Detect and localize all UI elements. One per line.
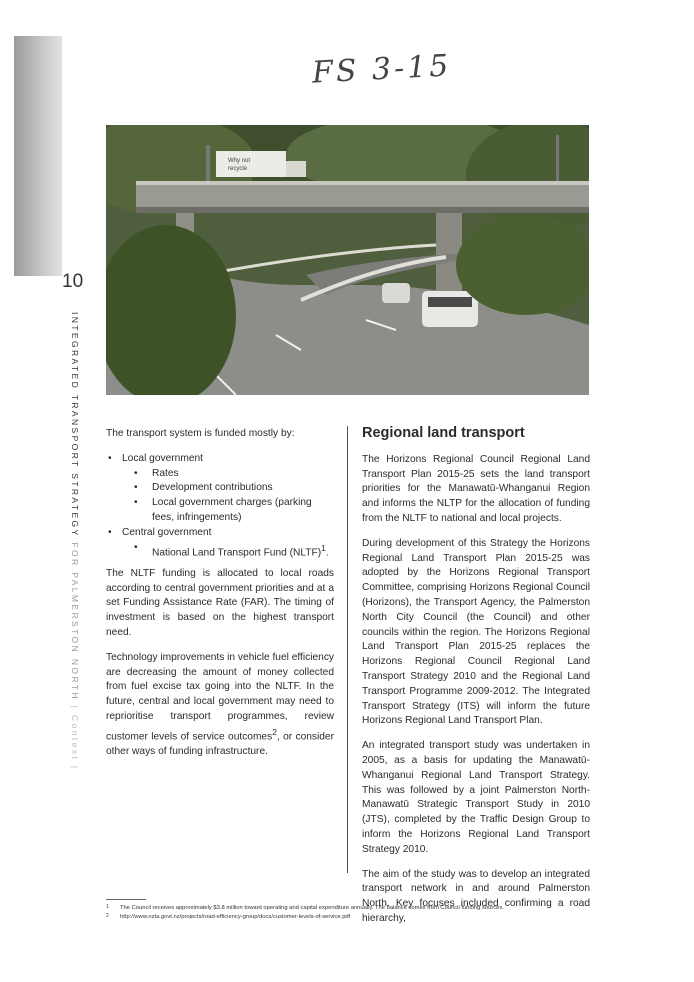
- footnote-text: The Council receives approximately $3.8 million toward operating and capital expenditure annually. The balance comes from Council funding sources.: [120, 905, 504, 911]
- handwritten-reference: FS 3-15: [311, 48, 453, 91]
- funding-source-label: Local government: [122, 452, 203, 464]
- side-title-sub: FOR PALMERSTON NORTH: [70, 542, 80, 701]
- list-item: • Local government charges (parking fees, infringements): [122, 496, 334, 526]
- column-divider: [347, 426, 348, 873]
- funding-sublist: [122, 467, 334, 526]
- side-tab-marker: [14, 36, 62, 276]
- footnote-ref: 2: [272, 726, 277, 737]
- body-paragraph: During development of this Strategy the Horizons Regional Land Transport Plan 2015-25 was adopted by the Horizons Regional Transport Committee, comprising Horizons Regional Council (Horizons), the Transport Agency, the Palmerston North City Council (the Council) and other councils within the region. The Horizons Regional Land Transport Plan 2015-25 replaces the Horizons Regional Council Regional Land Transport Strategy 2010 and the Regional Land Transport Programme 2009-2012. The Integrated Transport Strategy (ITS) will inform the future Horizons Regional Land Transport Plan.: [362, 537, 590, 727]
- truck-sign-line2: recycle: [228, 166, 248, 172]
- body-paragraph: An integrated transport study was undertaken in 2005, as a basis for updating the Manawatū-Whanganui Regional Land Transport Strategy. This was followed by a joint Palmerston North-Manawatū Strategic Transport Study in 2010 (JTS), completed by the Traffic Design Group to inform the Horizons Regional Land Transport Strategy 2010.: [362, 740, 590, 855]
- list-item: • Development contributions: [122, 481, 334, 496]
- footnote-link[interactable]: http://www.nzta.govt.nz/projects/road-efficiency-group/docs/customer-levels-of-service.pdf: [120, 914, 351, 920]
- funding-list: [106, 452, 334, 561]
- side-title-section: | Context |: [70, 705, 80, 771]
- list-item: • Rates: [122, 467, 334, 482]
- side-title-main: INTEGRATED TRANSPORT STRATEGY: [70, 312, 80, 538]
- footnote-marker: 1: [106, 904, 109, 910]
- motorway-photo-illustration: [106, 125, 589, 395]
- footnote-rule: [106, 899, 146, 900]
- motorway-photo: [106, 125, 589, 395]
- section-heading: Regional land transport: [362, 425, 525, 441]
- funding-intro: The transport system is funded mostly by:: [106, 428, 295, 439]
- footnotes: [106, 904, 606, 922]
- fuel-efficiency-paragraph: [106, 651, 334, 760]
- list-item-text: National Land Transport Fund (NLTF): [152, 546, 322, 558]
- list-item: [106, 526, 334, 561]
- right-column: [362, 426, 590, 937]
- footnote: [106, 913, 606, 922]
- funding-source-label: Central government: [122, 526, 212, 538]
- page-number: 10: [62, 271, 84, 292]
- footnote-ref: 1: [321, 542, 326, 553]
- list-item: [106, 452, 334, 526]
- nltf-paragraph: The NLTF funding is allocated to local roads according to central government priorities and at a set Funding Assistance Rate (FAR). The timing of investment is based on the highest transport need.: [106, 567, 334, 638]
- side-running-title: [70, 312, 80, 771]
- body-paragraph: The aim of the study was to develop an integrated transport network in and around Palmerston North. Key focuses included confirming a road hierarchy,: [362, 868, 590, 924]
- footnote-marker: 2: [106, 913, 109, 919]
- footnote: [106, 904, 606, 913]
- funding-sublist: [122, 541, 334, 561]
- body-paragraph: The Horizons Regional Council Regional Land Transport Plan 2015-25 sets the land transport priorities for the Manawatū-Whanganui Region and informs the NLTP for the allocation of funding from the NLTF to national and local projects.: [362, 453, 590, 524]
- paragraph-text-b: , or consider other ways of funding infrastructure.: [106, 731, 334, 757]
- left-column: [106, 427, 334, 770]
- paragraph-text-a: Technology improvements in vehicle fuel efficiency are decreasing the amount of money collected from fuel excise tax going into the NLTF. In the future, central and local government may need to reprioritise transport programmes, review customer levels of service outcomes: [106, 651, 335, 743]
- list-item: • National Land Transport Fund (NLTF)$^1$.: [122, 541, 334, 561]
- truck-sign-line1: Why not: [228, 158, 251, 164]
